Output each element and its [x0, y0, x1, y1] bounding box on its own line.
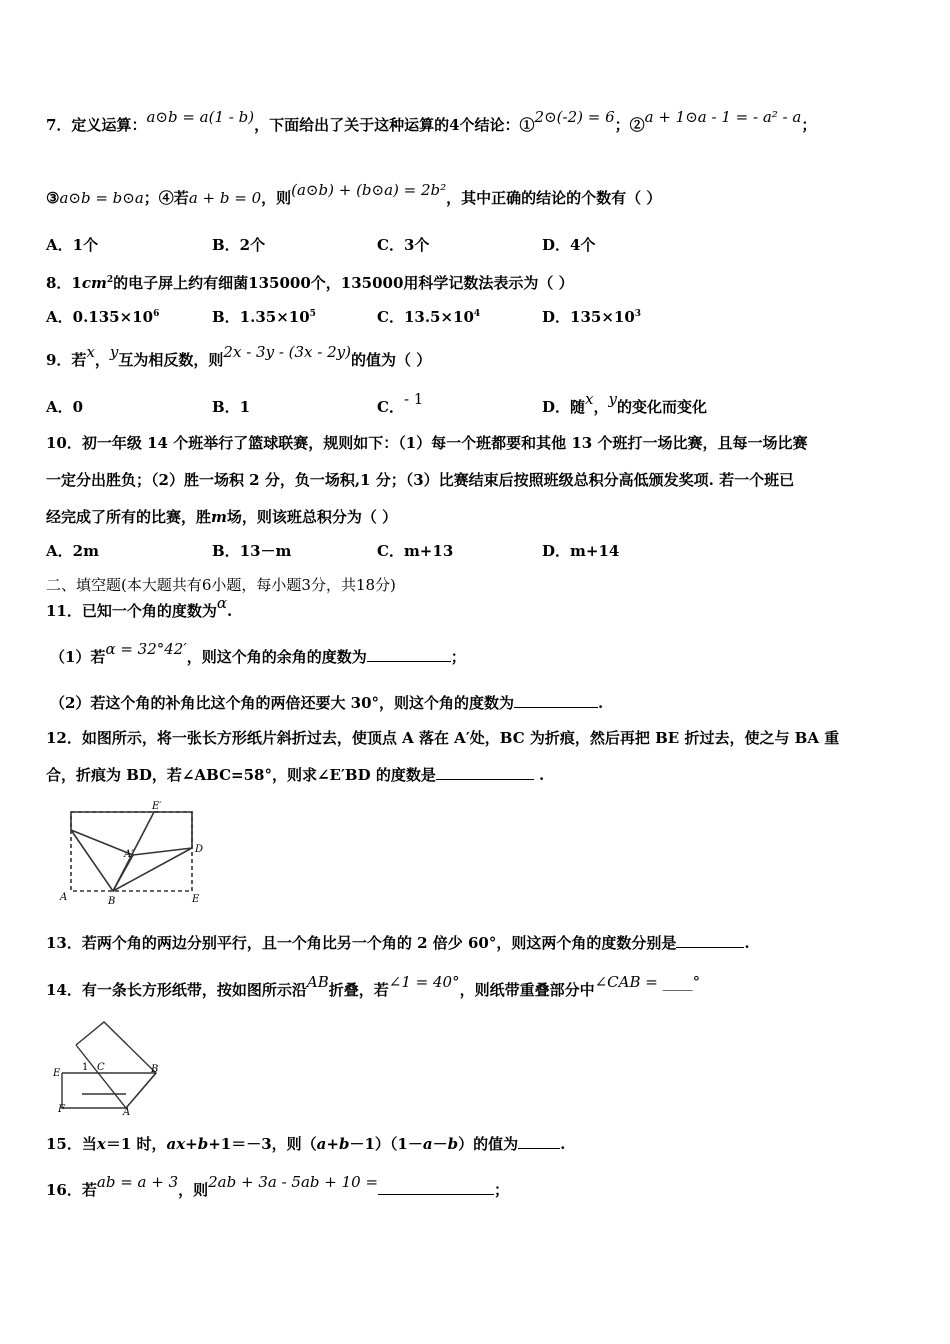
- q8-stem: [46, 270, 574, 293]
- q7-mid: ，下面给出了关于这种运算的4个结论：①: [254, 116, 535, 134]
- q15-stem: 15．当x＝1 时，ax+b+1＝－3，则（a+b－1）（1－a－b）的值为 .: [46, 1135, 566, 1153]
- q13-stem: 13．若两个角的两边分别平行，且一个角比另一个角的 2 倍少 60°，则这两个角的度数分别是 .: [46, 934, 750, 952]
- q8-text-a: 8．1: [46, 274, 82, 292]
- q12-blank[interactable]: [436, 765, 534, 780]
- q8-option-b: B．$1.35\times 10^5$: [212, 308, 316, 326]
- q12-label-a-prime: A′: [124, 849, 134, 860]
- q7-conclusion-1: 2⊙(-2) = 6: [534, 108, 615, 126]
- q10-option-d: D．m+14: [542, 542, 620, 560]
- q8-text-b: 的电子屏上约有细菌135000个，135000用科学记数法表示为（ ）: [113, 274, 574, 292]
- q7-c4-condition: a + b = 0: [188, 189, 262, 207]
- q10-line1: 10．初一年级 14 个班举行了篮球联赛，规则如下：（1）每一个班都要和其他 13 个班打一场比赛，且每一场比赛: [46, 434, 808, 452]
- q12-label-e-prime: E′: [152, 801, 162, 812]
- q9-option-c: C．- 1: [377, 390, 424, 416]
- q8-option-d: D．$135\times 10^3$: [542, 308, 642, 326]
- q7-sep1: ；②: [614, 116, 645, 134]
- q11-part1: （1）若α = 32°42′，则这个角的余角的度数为 ；: [50, 640, 466, 666]
- q11-part2: （2）若这个角的补角比这个角的两倍还要大 30°，则这个角的度数为 .: [50, 694, 604, 712]
- q7-sep2: ；: [801, 116, 817, 134]
- q16-condition: ab = a + 3: [96, 1173, 179, 1191]
- q14-figure: [48, 1018, 168, 1118]
- q14-stem: 14．有一条长方形纸带，按如图所示沿AB折叠，若∠1 = 40°，则纸带重叠部分中∠CAB = ____°: [46, 973, 701, 999]
- q12-label-e: E: [192, 894, 200, 905]
- q12-line1: 12．如图所示，将一张长方形纸片斜折过去，使顶点 A 落在 A′处，BC 为折痕，然后再把 BE 折过去，使之与 BA 重: [46, 729, 840, 747]
- q12-bd-line: [133, 848, 192, 855]
- q12-label-b: B: [108, 896, 116, 907]
- q7-definition: a⊙b = a(1 - b): [146, 108, 255, 126]
- q14-ask: ∠CAB = ____°: [594, 973, 701, 991]
- q14-label-b: B: [151, 1064, 159, 1075]
- q12-label-d: D: [195, 844, 204, 855]
- q12-triangle-a: [71, 830, 133, 891]
- q7-option-d: D．4个: [542, 236, 596, 254]
- q16-blank[interactable]: [378, 1180, 494, 1195]
- q9-option-b: B．1: [212, 398, 251, 416]
- section-2-heading: 二、填空题(本大题共有6小题，每小题3分，共18分): [46, 576, 396, 594]
- q8-unit-sup: 2: [106, 275, 114, 285]
- q8-option-a: A．$0.135\times 10^6$: [46, 308, 160, 326]
- q7-conclusion-4: (a⊙b) + (b⊙a) = 2b²: [291, 181, 447, 199]
- q9-option-d: D．随x，y的变化而变化: [542, 390, 707, 416]
- q7-conclusion-2: a + 1⊙a - 1 = - a² - a: [644, 108, 802, 126]
- q14-label-1: 1: [82, 1062, 89, 1073]
- q12-line2: 合，折痕为 BD，若∠ABC=58°，则求∠E′BD 的度数是 .: [46, 766, 545, 784]
- q10-line3: 经完成了所有的比赛，胜m场，则该班总积分为（ ）: [46, 508, 398, 526]
- q10-option-c: C．m+13: [377, 542, 454, 560]
- q11-p1-blank[interactable]: [367, 647, 451, 662]
- q10-option-b: B．13－m: [212, 542, 292, 560]
- q7-sep3: ；④若: [143, 189, 189, 207]
- q14-label-f: F: [58, 1104, 65, 1115]
- q9-expression: 2x - 3y - (3x - 2y): [223, 343, 351, 361]
- q7-line2: [46, 181, 662, 208]
- q7-prefix: 7．定义运算：: [46, 116, 147, 134]
- q7-conclusion-3: a⊙b = b⊙a: [59, 189, 144, 207]
- q7-option-c: C．3个: [377, 236, 430, 254]
- q8-unit: cm: [81, 274, 107, 292]
- q7-option-b: B．2个: [212, 236, 266, 254]
- q16-expression: 2ab + 3a - 5ab + 10 =: [208, 1173, 379, 1191]
- q14-label-c: C: [97, 1062, 105, 1073]
- q11-stem: 11．已知一个角的度数为α.: [46, 594, 233, 620]
- q10-line2: 一定分出胜负；（2）胜一场积 2 分，负一场积,1 分；（3）比赛结束后按照班级总积分高低颁发奖项. 若一个班已: [46, 471, 795, 489]
- q16-stem: 16．若ab = a + 3，则2ab + 3a - 5ab + 10 = ；: [46, 1173, 510, 1199]
- q14-strip-left: [62, 1073, 126, 1108]
- q12-label-a: A: [60, 892, 68, 903]
- q7-line1: [46, 108, 817, 135]
- q13-blank[interactable]: [676, 933, 744, 948]
- q12-figure: [58, 800, 208, 910]
- q14-label-a: A: [123, 1107, 131, 1118]
- q7-tail: ，其中正确的结论的个数有（ ）: [446, 189, 662, 207]
- q14-condition: ∠1 = 40°: [388, 973, 460, 991]
- q7-c4-then: ，则: [261, 189, 292, 207]
- q14-label-e: E: [53, 1068, 61, 1079]
- q7-c3-mark: ③: [46, 189, 60, 207]
- q11-p1-expression: α = 32°42′: [105, 640, 187, 658]
- q9-option-a: A．0: [46, 398, 84, 416]
- q10-option-a: A．2m: [46, 542, 99, 560]
- q9-stem: 9．若x，y互为相反数，则2x - 3y - (3x - 2y)的值为（ ）: [46, 343, 432, 369]
- q15-blank[interactable]: [518, 1134, 560, 1149]
- q8-option-c: C．$13.5\times 10^4$: [377, 308, 481, 326]
- q7-option-a: A．1个: [46, 236, 99, 254]
- q11-p2-blank[interactable]: [514, 693, 598, 708]
